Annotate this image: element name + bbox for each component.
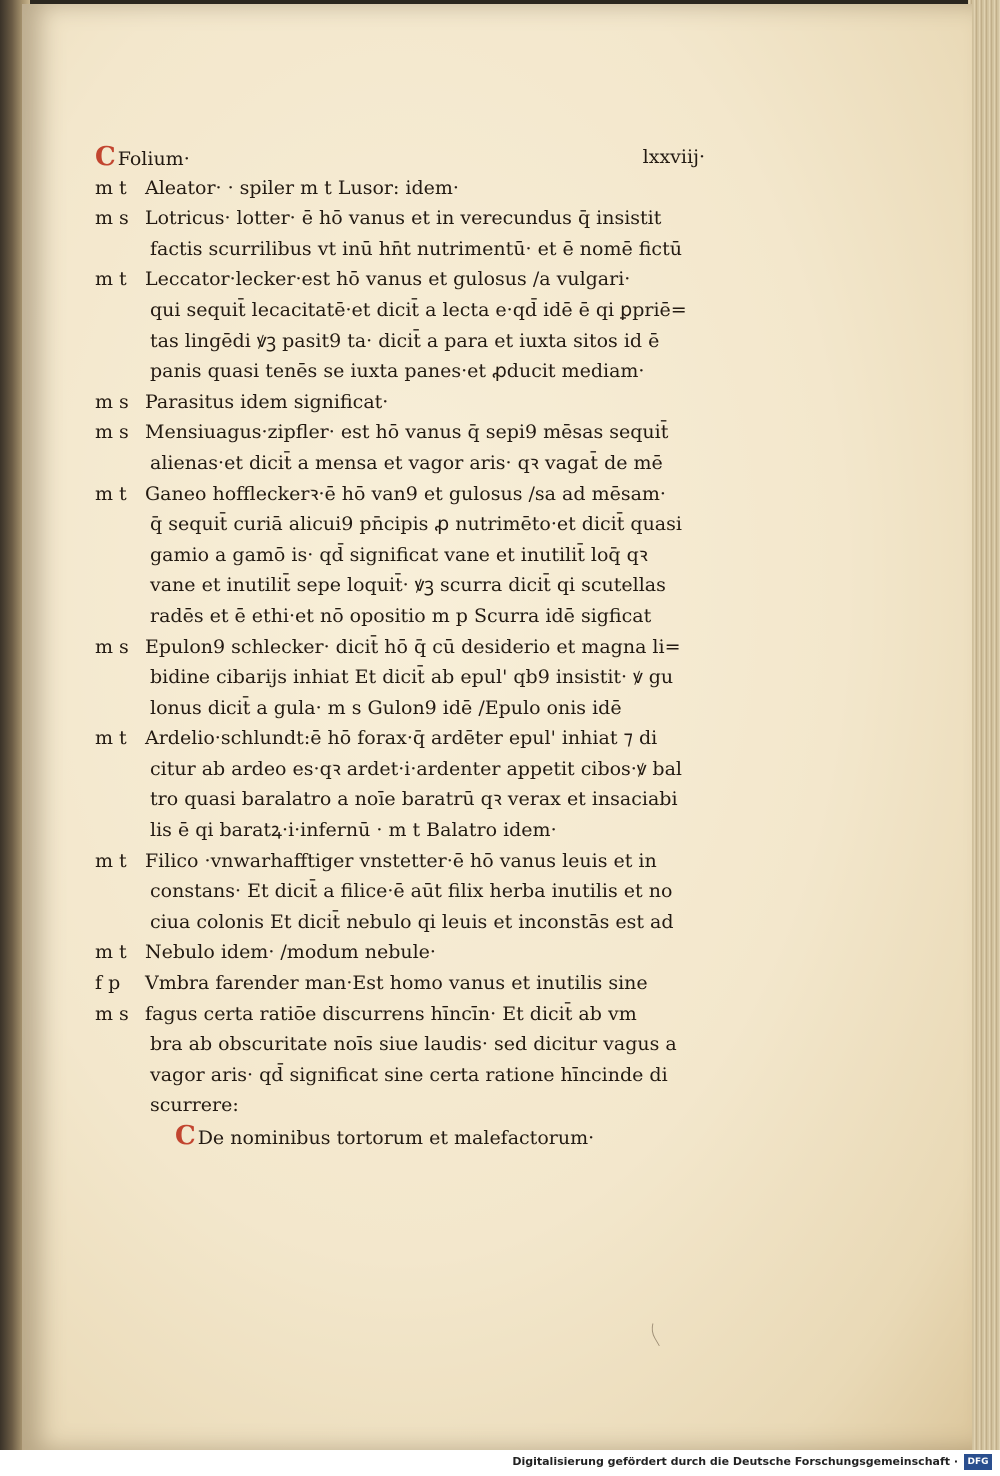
line-text: Ardelio·schlundt:ē hō forax·q̄ ardēter epul' inhiat ⁊ di bbox=[145, 727, 658, 750]
line-text: Ganeo hoffleckerꝛ·ē hō van9 et gulosus /sa ad mēsam· bbox=[145, 482, 666, 505]
text-line bbox=[95, 570, 705, 601]
line-text: factis scurrilibus vt inū hn̄t nutrimentū· et ē nomē fictū bbox=[150, 237, 682, 260]
header-left: Folium· bbox=[117, 148, 190, 170]
text-line bbox=[95, 479, 705, 510]
text-line bbox=[95, 723, 705, 754]
line-text: Nebulo idem· /modum nebule· bbox=[145, 941, 436, 964]
text-line bbox=[95, 264, 705, 295]
text-line bbox=[95, 815, 705, 846]
margin-label: m s bbox=[95, 390, 129, 413]
line-text: vagor aris· qd̄ significat sine certa ratione hīncinde di bbox=[150, 1063, 668, 1086]
section-heading bbox=[95, 1121, 705, 1152]
line-text: ciua colonis Et dicit̄ nebulo qi leuis et inconstās est ad bbox=[150, 910, 674, 933]
line-text: lis ē qi baratꝝ·i·infernū · m t Balatro idem· bbox=[150, 819, 557, 842]
dfg-logo-icon: DFG bbox=[964, 1454, 992, 1470]
line-text: citur ab ardeo es·qꝛ ardet·i·ardenter appetit cibos·ꝟ bal bbox=[150, 757, 682, 780]
line-text: alienas·et dicit̄ a mensa et vagor aris· qꝛ vagat̄ de mē bbox=[150, 451, 663, 474]
text-line bbox=[95, 356, 705, 387]
text-line bbox=[95, 876, 705, 907]
text-line bbox=[95, 601, 705, 632]
text-line bbox=[95, 295, 705, 326]
text-line bbox=[95, 632, 705, 663]
margin-label: m t bbox=[95, 941, 127, 964]
text-line bbox=[95, 417, 705, 448]
text-line bbox=[95, 846, 705, 877]
text-line bbox=[95, 448, 705, 479]
text-line bbox=[95, 1060, 705, 1091]
text-line bbox=[95, 234, 705, 265]
line-text: qui sequit̄ lecacitatē·et dicit̄ a lecta e·qd̄ idē ē qi ꝑpriē= bbox=[150, 298, 687, 321]
folio-number: lxxviij· bbox=[642, 146, 705, 168]
line-text: Filico ·vnwarhafftiger vnstetter·ē hō vanus leuis et in bbox=[145, 849, 657, 872]
line-text: tro quasi baralatro a noīe baratrū qꝛ verax et insaciabi bbox=[150, 788, 678, 811]
margin-label: m s bbox=[95, 1002, 129, 1025]
line-text: q̄ sequit̄ curiā alicui9 pn̄cipis ꝓ nutrimēto·et dicit̄ quasi bbox=[150, 513, 682, 536]
footer-bar bbox=[0, 1450, 1000, 1476]
text-line bbox=[95, 754, 705, 785]
page-stack-edge bbox=[968, 0, 1000, 1450]
margin-label: f p bbox=[95, 972, 121, 995]
margin-label: m t bbox=[95, 727, 127, 750]
text-line bbox=[95, 662, 705, 693]
line-text: bidine cibarijs inhiat Et dicit̄ ab epul' qb9 insistit· ꝟ gu bbox=[150, 666, 674, 689]
margin-label: m s bbox=[95, 207, 129, 230]
text-line bbox=[95, 784, 705, 815]
line-text: De nominibus tortorum et malefactorum· bbox=[197, 1127, 595, 1149]
text-line bbox=[95, 1090, 705, 1121]
line-text: Lotricus· lotter· ē hō vanus et in verecundus q̄ insistit bbox=[145, 207, 662, 230]
text-line bbox=[95, 999, 705, 1030]
margin-label: m s bbox=[95, 635, 129, 658]
margin-label: m t bbox=[95, 176, 127, 199]
text-line bbox=[95, 326, 705, 357]
line-text: scurrere: bbox=[150, 1094, 239, 1117]
text-line bbox=[95, 387, 705, 418]
line-text: fagus certa ratiōe discurrens hīncīn· Et dicit̄ ab vm bbox=[145, 1002, 637, 1025]
line-text: Parasitus idem significat· bbox=[145, 390, 389, 413]
margin-label: m t bbox=[95, 849, 127, 872]
line-text: Vmbra farender man·Est homo vanus et inutilis sine bbox=[145, 972, 648, 995]
text-line bbox=[95, 937, 705, 968]
line-text: Epulon9 schlecker· dicit̄ hō q̄ cū desiderio et magna li= bbox=[145, 635, 681, 658]
text-line bbox=[95, 540, 705, 571]
text-line bbox=[95, 203, 705, 234]
text-line bbox=[95, 968, 705, 999]
line-text: tas lingēdi ꝟꝫ pasit9 ta· dicit̄ a para et iuxta sitos id ē bbox=[150, 329, 660, 352]
line-text: constans· Et dicit̄ a filice·ē aūt filix herba inutilis et no bbox=[150, 880, 673, 903]
text-line bbox=[95, 173, 705, 204]
line-text: vane et inutilit̄ sepe loquit̄· ꝟꝫ scurra dicit̄ qi scutellas bbox=[150, 574, 666, 597]
margin-label: m t bbox=[95, 268, 127, 291]
text-line bbox=[95, 907, 705, 938]
margin-label: m t bbox=[95, 482, 127, 505]
line-text: panis quasi tenēs se iuxta panes·et ꝓducit mediam· bbox=[150, 360, 645, 383]
line-text: lonus dicit̄ a gula· m s Gulon9 idē /Epulo onis idē bbox=[150, 696, 622, 719]
footer-credit: Digitalisierung gefördert durch die Deutsche Forschungsgemeinschaft · bbox=[512, 1455, 958, 1468]
margin-label: m s bbox=[95, 421, 129, 444]
line-text: Aleator· · spiler m t Lusor: idem· bbox=[145, 176, 459, 199]
text-block bbox=[95, 142, 705, 1152]
line-text: radēs et ē ethi·et nō opositio m p Scurra idē sigficat bbox=[150, 604, 652, 627]
line-text: Mensiuagus·zipfler· est hō vanus q̄ sepi9 mēsas sequit̄ bbox=[145, 421, 669, 444]
text-line bbox=[95, 1029, 705, 1060]
line-text: bra ab obscuritate noīs siue laudis· sed dicitur vagus a bbox=[150, 1033, 677, 1056]
running-header bbox=[95, 142, 705, 173]
paragraph-mark: C bbox=[95, 142, 116, 172]
text-line bbox=[95, 693, 705, 724]
line-text: gamio a gamō is· qd̄ significat vane et inutilit̄ loq̄ qꝛ bbox=[150, 543, 648, 566]
line-text: Leccator·lecker·est hō vanus et gulosus /a vulgari· bbox=[145, 268, 631, 291]
paragraph-mark: C bbox=[175, 1121, 196, 1151]
text-line bbox=[95, 509, 705, 540]
